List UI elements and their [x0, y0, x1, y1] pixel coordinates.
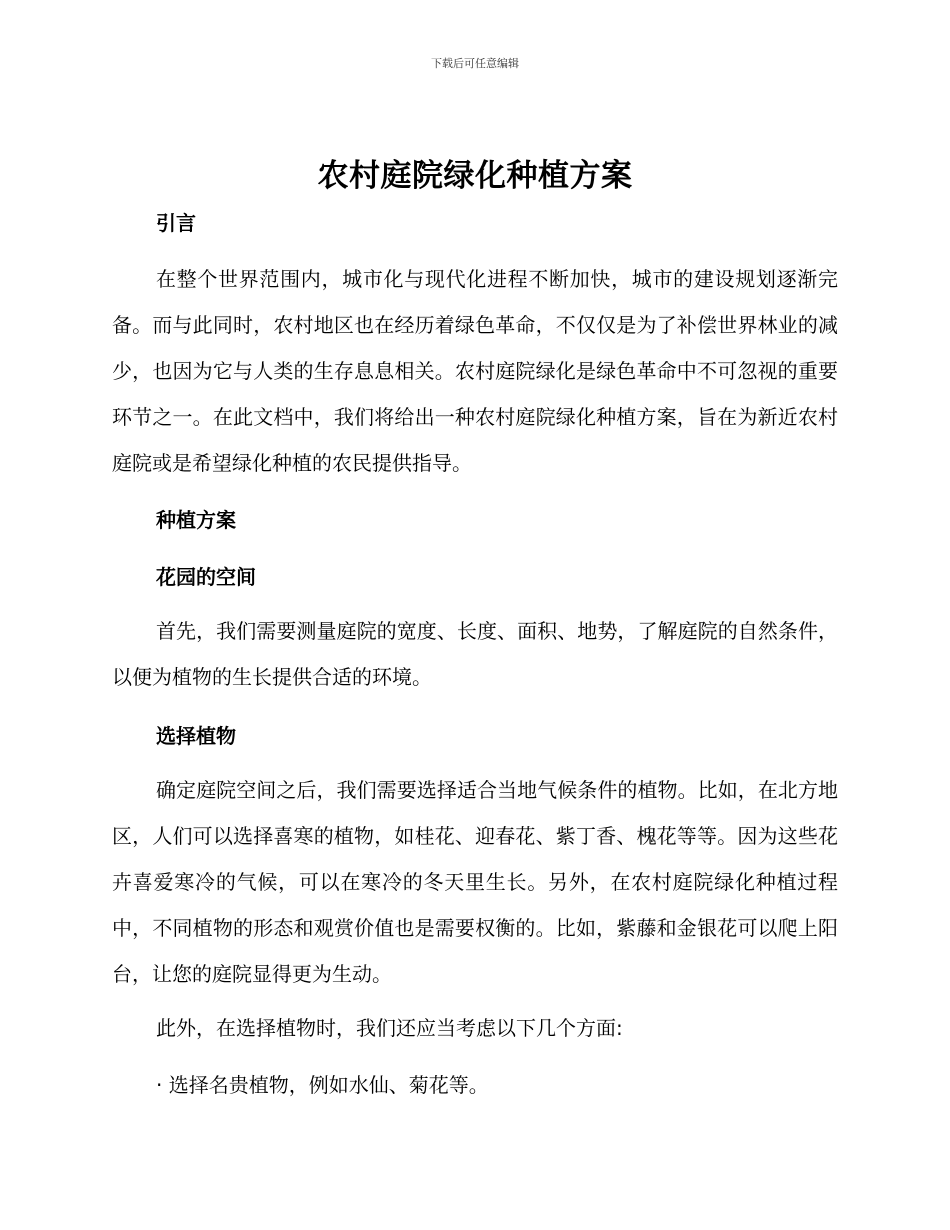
section-heading-intro: 引言: [156, 211, 196, 235]
section-heading-plan: 种植方案: [156, 508, 236, 532]
section-heading-space: 花园的空间: [156, 565, 256, 589]
paragraph-intro: 在整个世界范围内，城市化与现代化进程不断加快，城市的建设规划逐渐完备。而与此同时，农村地区也在经历着绿色革命，不仅仅是为了补偿世界林业的减少，也因为它与人类的生存息息相关。农村庭院绿化是绿色革命中不可忽视的重要环节之一。在此文档中，我们将给出一种农村庭院绿化种植方案，旨在为新近农村庭院或是希望绿化种植的农民提供指导。: [112, 267, 838, 475]
paragraph-space: 首先，我们需要测量庭院的宽度、长度、面积、地势，了解庭院的自然条件，以便为植物的生长提供合适的环境。: [112, 619, 838, 689]
header-note: 下载后可任意编辑: [431, 57, 519, 70]
bullet-item: · 选择名贵植物，例如水仙、菊花等。: [156, 1073, 489, 1097]
document-title: 农村庭院绿化种植方案: [317, 158, 633, 194]
paragraph-consider: 此外，在选择植物时，我们还应当考虑以下几个方面:: [156, 1016, 623, 1040]
paragraph-choose: 确定庭院空间之后，我们需要选择适合当地气候条件的植物。比如，在北方地区，人们可以选择喜寒的植物，如桂花、迎春花、紫丁香、槐花等等。因为这些花卉喜爱寒冷的气候，可以在寒冷的冬天里生长。另外，在农村庭院绿化种植过程中，不同植物的形态和观赏价值也是需要权衡的。比如，紫藤和金银花可以爬上阳台，让您的庭院显得更为生动。: [112, 778, 838, 986]
section-heading-choose: 选择植物: [156, 724, 236, 748]
